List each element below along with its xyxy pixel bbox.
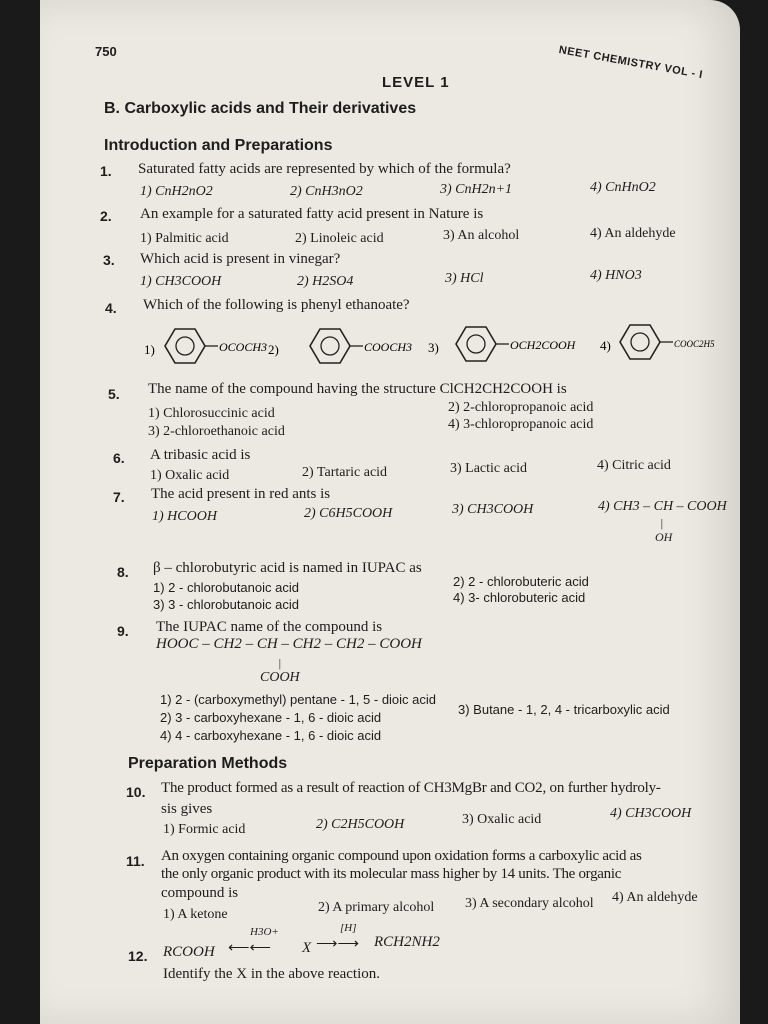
option-1: 1) 2 - (carboxymethyl) pentane - 1, 5 - dioic acid bbox=[160, 692, 437, 707]
option-structures bbox=[140, 312, 720, 382]
question-number: 12. bbox=[128, 948, 148, 964]
question-text: An oxygen containing organic compound upon oxidation forms a carboxylic acid as bbox=[161, 848, 642, 864]
option-1: 1) CnH2nO2 bbox=[140, 184, 213, 199]
question-text: The acid present in red ants is bbox=[151, 486, 331, 502]
option-2: 2) 2 - chlorobuteric acid bbox=[453, 574, 589, 589]
question-number: 2. bbox=[100, 208, 112, 224]
product: RCH2NH2 bbox=[374, 934, 440, 950]
question-text-continued: compound is bbox=[161, 885, 239, 901]
question-number: 4. bbox=[105, 300, 117, 316]
option-4: 4) An aldehyde bbox=[612, 890, 698, 905]
option-4: 4) CnHnO2 bbox=[590, 180, 656, 195]
page-number: 750 bbox=[95, 44, 117, 59]
intermediate: X bbox=[302, 940, 312, 956]
question-text: Which of the following is phenyl ethanoate? bbox=[143, 297, 410, 313]
option-1: 1) HCOOH bbox=[152, 509, 217, 524]
arrow-left: ⟵⟵ bbox=[228, 940, 272, 956]
option-4-structure bbox=[600, 325, 715, 359]
question-number: 11. bbox=[126, 853, 145, 869]
question-text: The product formed as a result of reaction of CH3MgBr and CO2, on further hydroly- bbox=[161, 780, 661, 796]
question-number: 9. bbox=[117, 623, 129, 639]
option-1: 1) Formic acid bbox=[163, 822, 246, 837]
option-4: 4) An aldehyde bbox=[590, 226, 676, 241]
option-2-label: 2) bbox=[268, 342, 279, 357]
substituent-label: COOCH3 bbox=[364, 340, 413, 354]
option-1-label: 1) bbox=[144, 342, 155, 357]
option-1: 1) CH3COOH bbox=[140, 274, 222, 289]
question-text: A tribasic acid is bbox=[150, 447, 251, 463]
option-3: 3) Lactic acid bbox=[450, 461, 527, 476]
question-number: 5. bbox=[108, 386, 120, 402]
benzene-ring bbox=[620, 325, 660, 359]
arrow-right: ⟶⟶ bbox=[316, 936, 360, 952]
option-3: 3) HCl bbox=[445, 271, 484, 286]
question-text: Which acid is present in vinegar? bbox=[140, 251, 341, 267]
branch-bond: | bbox=[278, 656, 282, 670]
substituent-label: OCH2COOH bbox=[510, 338, 576, 352]
option-2: 2) Linoleic acid bbox=[295, 231, 384, 246]
option-4: 4) 3-chloropropanoic acid bbox=[448, 417, 594, 432]
option-2: 2) A primary alcohol bbox=[318, 900, 435, 915]
level-heading: LEVEL 1 bbox=[382, 74, 450, 91]
option-2: 2) 2-chloropropanoic acid bbox=[448, 400, 594, 415]
option-1: 1) Palmitic acid bbox=[140, 231, 229, 246]
question-text: β – chlorobutyric acid is named in IUPAC as bbox=[153, 560, 422, 576]
option-3: 3) Oxalic acid bbox=[462, 812, 542, 827]
benzene-ring bbox=[165, 329, 205, 363]
compound-formula: HOOC – CH2 – CH – CH2 – CH2 – COOH bbox=[156, 636, 422, 652]
branch-group: COOH bbox=[260, 670, 300, 685]
option-3: 3) Butane - 1, 2, 4 - tricarboxylic acid bbox=[458, 702, 670, 717]
option-4-label: 4) bbox=[600, 338, 611, 353]
substituent-label: COOC2H5 bbox=[674, 339, 715, 349]
subsection-title: Introduction and Preparations bbox=[104, 137, 333, 154]
reagent-left: H3O+ bbox=[250, 926, 279, 938]
option-3-label: 3) bbox=[428, 340, 439, 355]
benzene-ring bbox=[310, 329, 350, 363]
option-4: 4) 4 - carboxyhexane - 1, 6 - dioic acid bbox=[160, 728, 382, 743]
option-1-structure bbox=[144, 329, 267, 363]
question-number: 8. bbox=[117, 564, 129, 580]
question-text: The name of the compound having the structure ClCH2CH2COOH is bbox=[148, 381, 567, 397]
question-text: Identify the X in the above reaction. bbox=[163, 966, 381, 982]
option-2: 2) CnH3nO2 bbox=[290, 184, 363, 199]
question-text: An example for a saturated fatty acid present in Nature is bbox=[140, 206, 484, 222]
question-number: 7. bbox=[113, 489, 125, 505]
option-4: 4) CH3COOH bbox=[610, 806, 692, 821]
question-text-continued: the only organic product with its molecular mass higher by 14 units. The organic bbox=[161, 866, 622, 882]
option-3: 3) 3 - chlorobutanoic acid bbox=[153, 597, 299, 612]
option-4: 4) CH3 – CH – COOH bbox=[598, 499, 727, 514]
option-2: 2) H2SO4 bbox=[297, 274, 354, 289]
option-3: 3) CnH2n+1 bbox=[440, 182, 513, 197]
option-3-structure bbox=[428, 327, 577, 361]
option-3: 3) CH3COOH bbox=[452, 502, 534, 517]
option-1: 1) Chlorosuccinic acid bbox=[148, 406, 275, 421]
substituent-label: OCOCH3 bbox=[219, 340, 268, 354]
option-2: 2) Tartaric acid bbox=[302, 465, 388, 480]
question-number: 10. bbox=[126, 784, 146, 800]
option-4: 4) HNO3 bbox=[590, 268, 642, 283]
option-3: 3) A secondary alcohol bbox=[465, 896, 594, 911]
reagent-right: [H] bbox=[340, 922, 357, 934]
benzene-ring bbox=[456, 327, 496, 361]
question-text-continued: sis gives bbox=[161, 801, 213, 817]
question-number: 6. bbox=[113, 450, 125, 466]
question-number: 1. bbox=[100, 163, 112, 179]
option-2: 2) C6H5COOH bbox=[304, 506, 393, 521]
option-1: 1) A ketone bbox=[163, 907, 228, 922]
option-1: 1) Oxalic acid bbox=[150, 468, 230, 483]
question-text: Saturated fatty acids are represented by which of the formula? bbox=[138, 161, 511, 177]
reactant: RCOOH bbox=[163, 944, 215, 960]
option-4: 4) 3- chlorobuteric acid bbox=[453, 590, 586, 605]
option-3: 3) An alcohol bbox=[443, 228, 520, 243]
option-4-hydroxyl: OH bbox=[655, 530, 673, 544]
subsection-title: Preparation Methods bbox=[128, 755, 288, 772]
option-2: 2) 3 - carboxyhexane - 1, 6 - dioic acid bbox=[160, 710, 382, 725]
running-head: NEET CHEMISTRY VOL - I bbox=[557, 44, 704, 82]
option-4: 4) Citric acid bbox=[597, 458, 671, 473]
option-3: 3) 2-chloroethanoic acid bbox=[148, 424, 285, 439]
section-title: B. Carboxylic acids and Their derivatives bbox=[104, 100, 417, 117]
branch-bond: | bbox=[660, 516, 664, 530]
option-1: 1) 2 - chlorobutanoic acid bbox=[153, 580, 299, 595]
question-text: The IUPAC name of the compound is bbox=[156, 619, 383, 635]
option-2: 2) C2H5COOH bbox=[316, 817, 405, 832]
option-2-structure bbox=[268, 329, 412, 363]
question-number: 3. bbox=[103, 252, 115, 268]
